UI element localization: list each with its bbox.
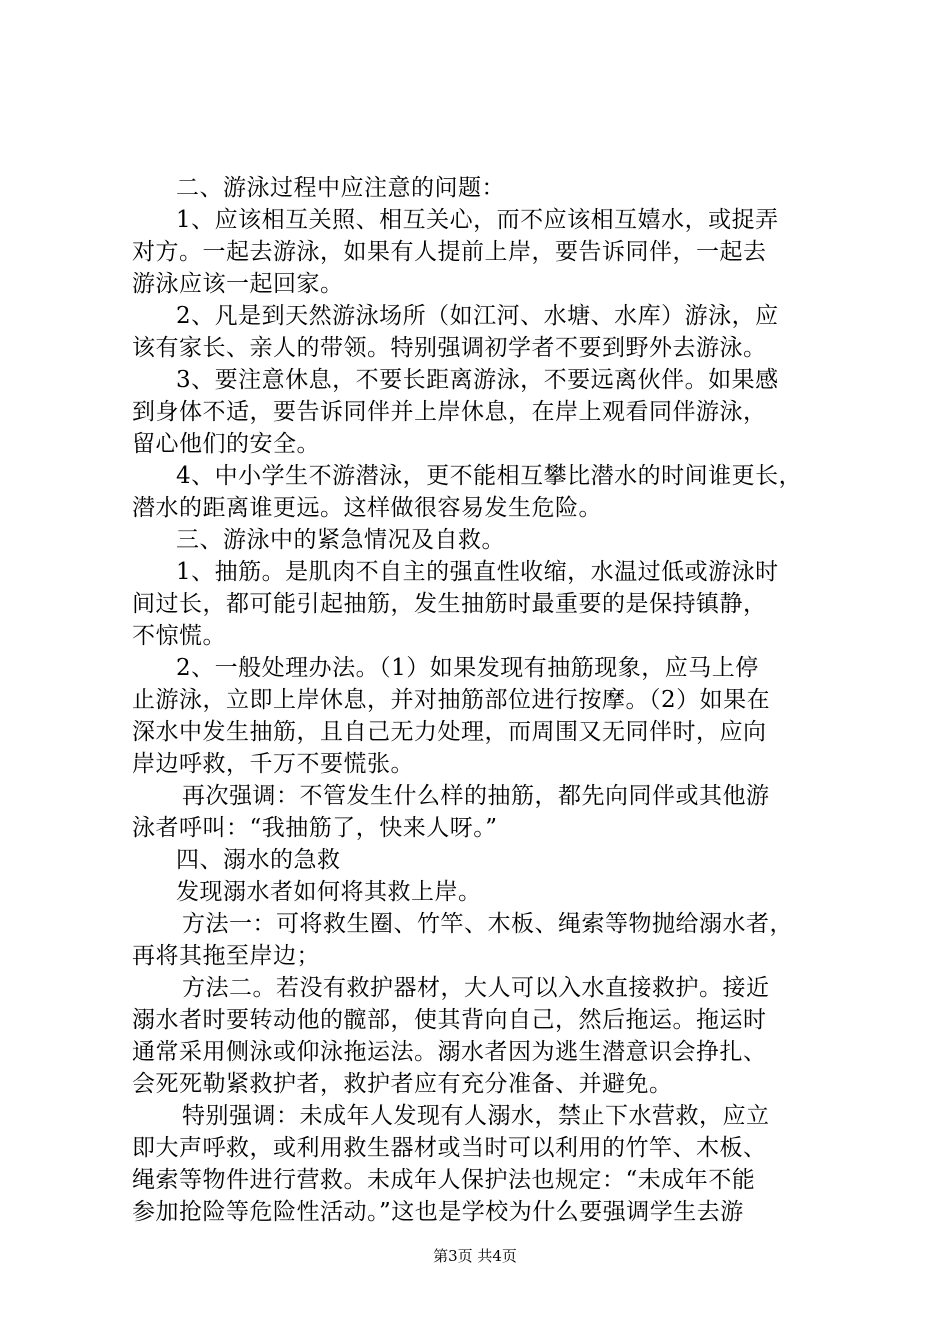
text-line: 该有家长、亲人的带领。特别强调初学者不要到野外去游泳。	[132, 335, 767, 361]
text-line: 方法二。若没有救护器材，大人可以入水直接救护。接近	[182, 975, 770, 1001]
text-line: 三、游泳中的紧急情况及自救。	[176, 527, 505, 553]
text-line: 方法一：可将救生圈、竹竿、木板、绳索等物抛给溺水者，	[182, 911, 793, 937]
text-line: 3、要注意休息，不要长距离游泳，不要远离伙伴。如果感	[176, 367, 779, 393]
text-line: 1、抽筋。是肌肉不自主的强直性收缩，水温过低或游泳时	[176, 559, 779, 585]
text-line: 四、溺水的急救	[176, 847, 341, 873]
text-line: 到身体不适，要告诉同伴并上岸休息，在岸上观看同伴游泳，	[132, 399, 767, 425]
text-line: 2、一般处理办法。（1）如果发现有抽筋现象，应马上停	[176, 655, 759, 681]
text-line: 通常采用侧泳或仰泳拖运法。溺水者因为逃生潜意识会挣扎、	[132, 1039, 767, 1065]
text-line: 溺水者时要转动他的髋部，使其背向自己，然后拖运。拖运时	[132, 1007, 767, 1033]
text-line: 特别强调：未成年人发现有人溺水，禁止下水营救，应立	[182, 1103, 770, 1129]
text-line: 对方。一起去游泳，如果有人提前上岸，要告诉同伴，一起去	[132, 239, 767, 265]
text-line: 潜水的距离谁更远。这样做很容易发生危险。	[132, 495, 602, 521]
text-line: 即大声呼救，或利用救生器材或当时可以利用的竹竿、木板、	[132, 1135, 767, 1161]
text-line: 间过长，都可能引起抽筋，发生抽筋时最重要的是保持镇静，	[132, 591, 767, 617]
text-line: 再次强调：不管发生什么样的抽筋，都先向同伴或其他游	[182, 783, 770, 809]
text-line: 绳索等物件进行营救。未成年人保护法也规定：“未成年不能	[132, 1167, 756, 1193]
page-footer: 第3页 共4页	[433, 1247, 517, 1265]
text-line: 4、中小学生不游潜泳，更不能相互攀比潜水的时间谁更长，	[176, 463, 803, 489]
text-line: 岸边呼救，千万不要慌张。	[132, 751, 414, 777]
text-line: 泳者呼叫：“我抽筋了，快来人呀。”	[132, 815, 498, 841]
text-line: 留心他们的安全。	[132, 431, 320, 457]
text-line: 参加抢险等危险性活动。”这也是学校为什么要强调学生去游	[132, 1199, 744, 1225]
text-line: 游泳应该一起回家。	[132, 271, 344, 297]
text-line: 1、应该相互关照、相互关心，而不应该相互嬉水，或捉弄	[176, 207, 779, 233]
text-line: 不惊慌。	[132, 623, 226, 649]
text-line: 深水中发生抽筋，且自己无力处理，而周围又无同伴时，应向	[132, 719, 767, 745]
text-line: 二、游泳过程中应注意的问题：	[176, 175, 505, 201]
body-text	[132, 172, 822, 1228]
text-line: 2、凡是到天然游泳场所（如江河、水塘、水库）游泳，应	[176, 303, 779, 329]
text-line: 会死死勒紧救护者，救护者应有充分准备、并避免。	[132, 1071, 673, 1097]
text-line: 再将其拖至岸边；	[132, 943, 320, 969]
text-line: 发现溺水者如何将其救上岸。	[176, 879, 482, 905]
text-line: 止游泳，立即上岸休息，并对抽筋部位进行按摩。（2）如果在	[132, 687, 771, 713]
